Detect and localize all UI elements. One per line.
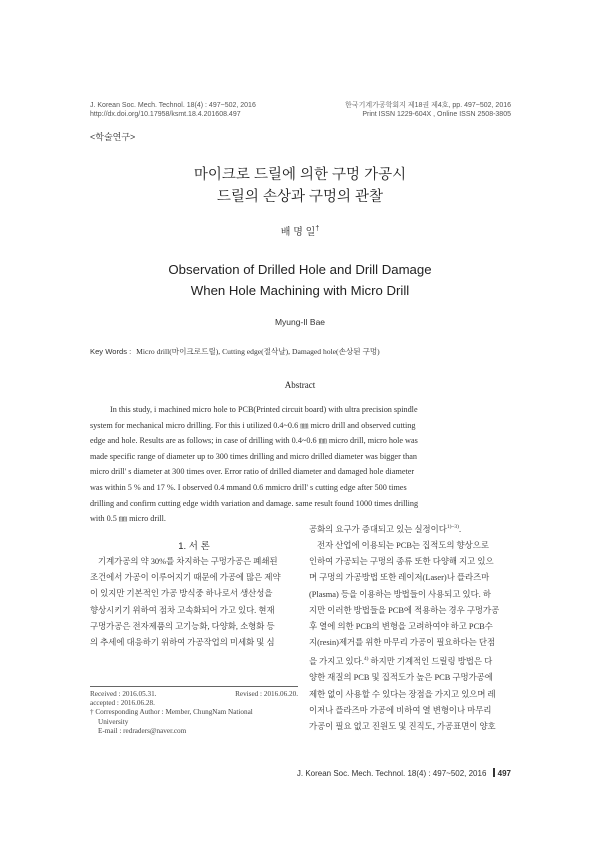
title-korean-line1: 마이크로 드릴에 의한 구멍 가공시: [193, 167, 407, 183]
author-korean: [0, 223, 600, 238]
title-korean: [0, 164, 600, 208]
body-line: 구멍가공은 전자제품의 고기능화, 다양화, 소형화 등: [90, 621, 275, 631]
abstract-body: [90, 402, 511, 527]
footnote: [90, 690, 298, 736]
corresponding-author: † Corresponding Author : Member, ChungNam National: [90, 708, 253, 717]
footnote-divider: [90, 686, 298, 687]
journal-citation: J. Korean Soc. Mech. Technol. 18(4) : 497~502, 2016: [90, 102, 256, 109]
body-line: 조건에서 가공이 이루어지기 때문에 가공에 많은 제약: [90, 573, 281, 583]
body-line: 지만 이러한 방법들을 PCB에 적용하는 경우 구멍가공: [309, 605, 500, 615]
section-heading-introduction: 1. 서 론: [178, 541, 210, 552]
corresponding-author-affiliation: University: [98, 717, 129, 726]
right-column-text: [309, 519, 511, 735]
keywords-label: Key Words :: [90, 347, 132, 356]
page-number: 497: [497, 769, 511, 778]
abstract-line: In this study, i machined micro hole to PCB(Printed circuit board) with ultra precision spindle: [110, 405, 418, 414]
abstract-line: drilling and confirm cutting edge width variation and damage. same result found 1000 times drilling: [90, 498, 419, 508]
revised-date: Revised : 2016.06.20.: [235, 690, 298, 698]
body-line: 며 구멍의 가공방법 또한 레이저(Laser)나 플라즈마: [309, 573, 490, 583]
title-korean-line2: 드릴의 손상과 구멍의 관찰: [216, 189, 384, 205]
corresponding-mark: †: [315, 225, 320, 233]
abstract-line: made specific range of diameter up to 300 times drilling and micro drilled diameter was bigger than: [90, 451, 417, 461]
page-footer: [250, 768, 511, 778]
reference-marker[interactable]: 1)~3): [446, 524, 459, 530]
body-line: [309, 651, 511, 670]
body-line: 이저나 플라즈마 가공에 비하여 열 변형이나 마무리: [309, 705, 492, 715]
body-line-text: 공화의 요구가 증대되고 있는 실정이다: [309, 524, 447, 534]
accepted-date: accepted : 2016.06.28.: [90, 699, 155, 708]
body-line: 지(resin)제거를 위한 마무리 가공이 필요하다는 단점: [309, 638, 496, 648]
author-english: Myung-Il Bae: [274, 317, 326, 327]
abstract-line: edge and hole. Results are as follows; in case of drilling with 0.4~0.6 ㎜ micro drill, micro hole was: [90, 436, 418, 446]
dates-row: [90, 690, 298, 699]
keywords-text: Micro drill(마이크로드릴), Cutting edge(절삭날), Damaged hole(손상된 구멍): [136, 347, 380, 356]
body-line: 후 열에 의한 PCB의 변형을 고려하여야 하고 PCB수: [309, 622, 493, 632]
issn-info: Print ISSN 1229-604X , Online ISSN 2508-3805: [362, 111, 511, 118]
abstract-line: with 0.5 ㎜ micro drill.: [90, 514, 166, 524]
running-header-right: [300, 101, 511, 119]
body-line: 공화의 요구가 증대되고 있는 실정이다$^{1)\sim 3)}$.: [309, 524, 462, 534]
footer-citation: J. Korean Soc. Mech. Technol. 18(4) : 497~502, 2016: [296, 769, 487, 778]
title-english-line2: When Hole Machining with Micro Drill: [190, 283, 410, 298]
body-line: (Plasma) 등을 이용하는 방법들이 사용되고 있다. 하: [309, 589, 491, 599]
body-line: 양한 재질의 PCB 및 집적도가 높은 PCB 구멍가공에: [309, 673, 493, 683]
body-line: 향상시키기 위하여 점차 고속화되어 가고 있다. 현재: [90, 605, 275, 615]
body-line: 제한 없이 사용할 수 있다는 장점을 가지고 있으며 레: [309, 689, 496, 699]
body-line-text: 을 가지고 있다.: [309, 657, 364, 667]
received-date: Received : 2016.05.31.: [90, 690, 157, 698]
corresponding-email[interactable]: E-mail : redraders@naver.com: [98, 726, 187, 735]
body-line: 전자 산업에 이용되는 PCB는 집적도의 향상으로: [317, 541, 489, 550]
introduction-paragraph: [90, 554, 298, 651]
abstract-line: micro drill' s diameter at 300 times over. Error ratio of drilled diameter and damaged hole diameter: [90, 467, 415, 477]
body-line: 가공이 필요 없고 진원도 및 진직도, 가공표면이 양호: [309, 722, 496, 732]
reference-marker[interactable]: 4): [363, 656, 369, 663]
doi-link[interactable]: http://dx.doi.org/10.17958/ksmt.18.4.201608.497: [90, 111, 241, 118]
footer-separator: [493, 768, 495, 777]
body-line: 의 추세에 대응하기 위하여 가공작업의 미세화 및 심: [90, 638, 275, 648]
abstract-line: was within 5 % and 17 %. I observed 0.4 mmand 0.6 mmicro drill' s cutting edge after 500 times: [90, 482, 407, 492]
body-line: 이 있지만 기본적인 가공 방식중 하나로서 생산성을: [90, 589, 273, 599]
journal-citation-ko: 한국기계가공학회지 제18권 제4호, pp. 497~502, 2016: [345, 102, 511, 109]
body-line: 기계가공의 약 30%를 차지하는 구멍가공은 폐쇄된: [98, 557, 278, 566]
title-english: [0, 259, 600, 301]
title-english-line1: Observation of Drilled Hole and Drill Damage: [168, 262, 432, 277]
keywords: [90, 346, 520, 357]
author-korean-name: 배 명 일: [280, 227, 316, 238]
body-line: 인하여 가공되는 구멍의 종류 또한 다양해 지고 있으: [309, 557, 494, 567]
abstract-heading: Abstract: [284, 380, 316, 390]
article-category: <학술연구>: [90, 132, 136, 142]
abstract-line: system for mechanical micro drilling. For this i utilized 0.4~0.6 ㎜ micro drill and observed cutting: [90, 420, 416, 430]
body-line-text: 하지만 기계적인 드릴링 방법은 다: [370, 657, 493, 667]
